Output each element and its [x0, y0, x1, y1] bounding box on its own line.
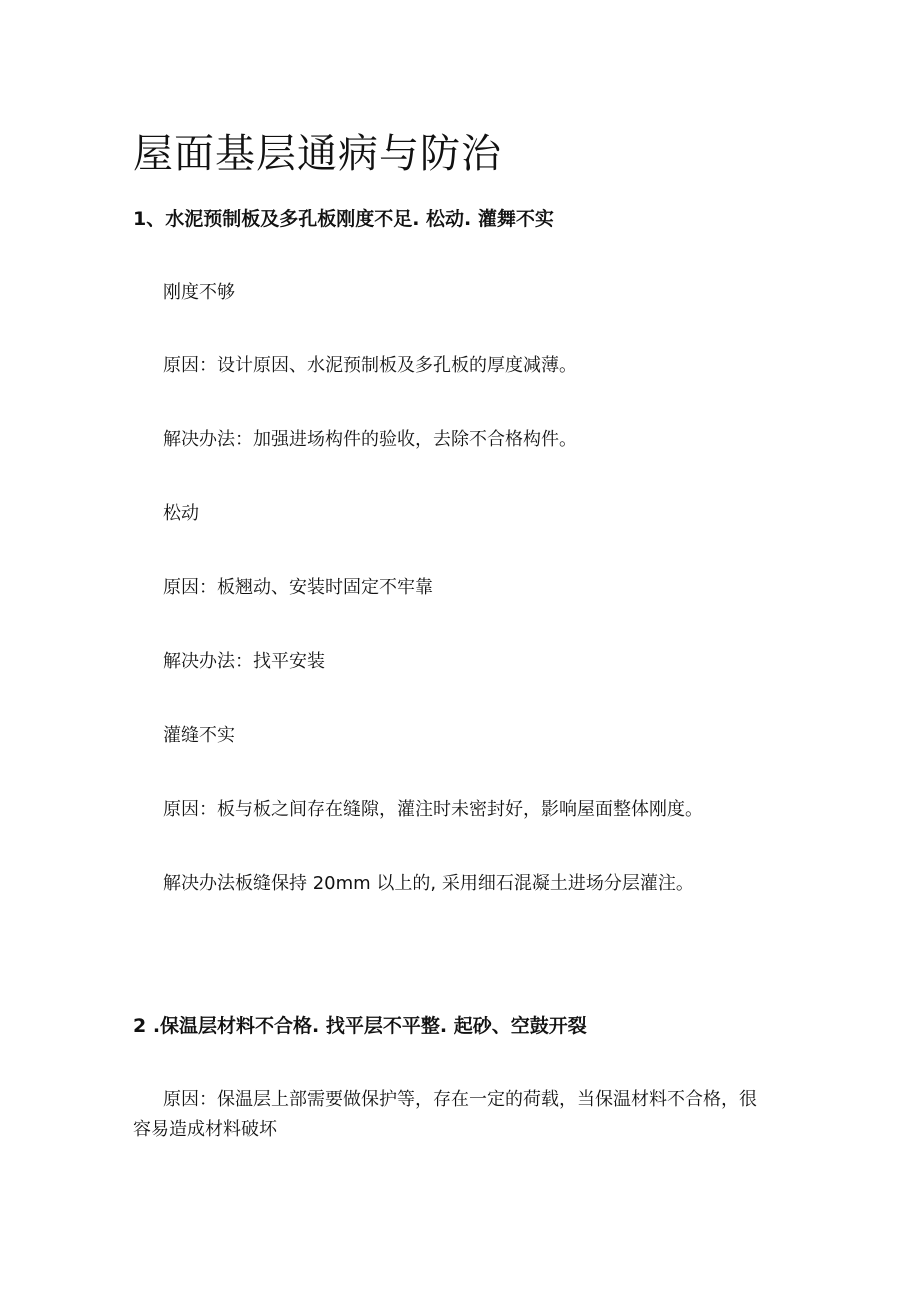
stiffness-solution: 解决办法：加强进场构件的验收，去除不合格构件。	[163, 429, 577, 450]
page-title: 屋面基层通病与防治	[133, 131, 502, 177]
joint-filling-solution: 解决办法板缝保持 20mm 以上的, 采用细石混凝土进场分层灌注。	[163, 873, 694, 894]
section-2-cause: 原因：保温层上部需要做保护等，存在一定的荷载，当保温材料不合格，很容易造成材料破坏	[133, 1089, 757, 1140]
subtopic-joint-filling: 灌缝不实	[163, 725, 235, 746]
subtopic-stiffness: 刚度不够	[163, 282, 235, 303]
stiffness-cause: 原因：设计原因、水泥预制板及多孔板的厚度减薄。	[163, 355, 577, 376]
section-1-heading: 1、水泥预制板及多孔板刚度不足. 松动. 灌舞不实	[133, 208, 554, 230]
loosening-solution: 解决办法：找平安装	[163, 651, 325, 672]
section-2-heading: 2 .保温层材料不合格. 找平层不平整. 起砂、空鼓开裂	[133, 1015, 587, 1037]
loosening-cause: 原因：板翘动、安装时固定不牢靠	[163, 577, 433, 598]
joint-filling-cause: 原因：板与板之间存在缝隙，灌注时未密封好，影响屋面整体刚度。	[163, 799, 703, 820]
subtopic-loosening: 松动	[163, 503, 199, 524]
